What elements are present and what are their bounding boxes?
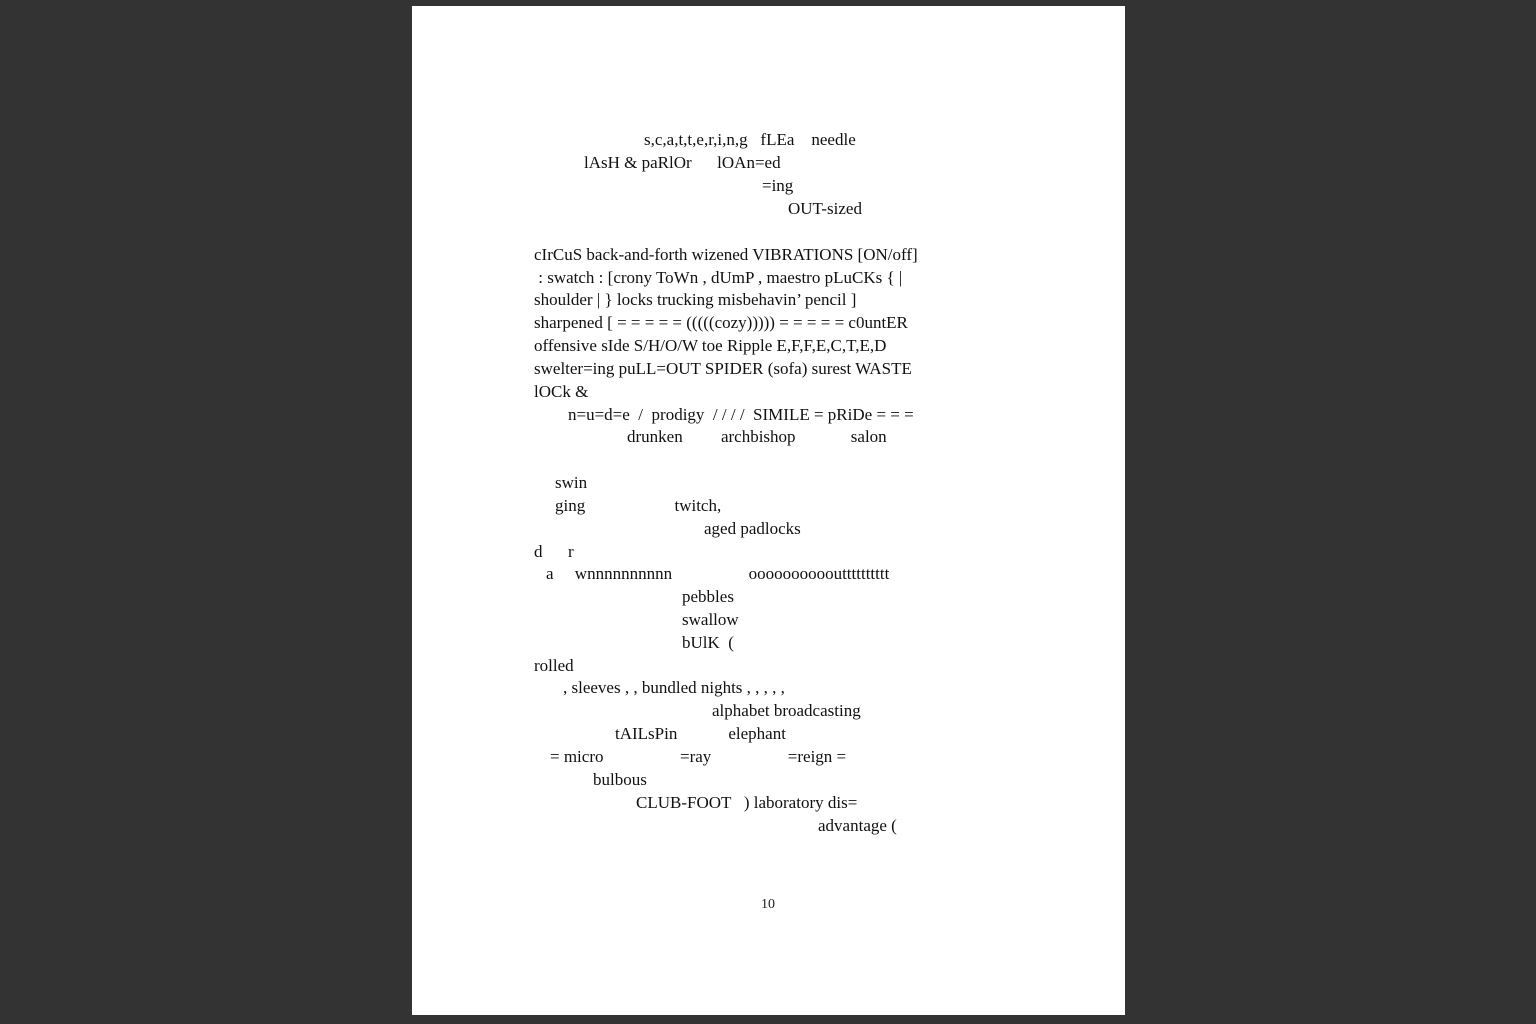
poem-line: advantage ( (818, 816, 897, 835)
poem-line: CLUB-FOOT ) laboratory dis= (636, 793, 858, 812)
poem-line: OUT-sized (788, 199, 862, 218)
poem-line: lAsH & paRlOr lOAn=ed (584, 153, 781, 172)
poem-line: swallow (682, 610, 739, 629)
poem-line: , sleeves , , bundled nights , , , , , (563, 678, 785, 697)
poem-line: bulbous (593, 770, 647, 789)
poem-line: offensive sIde S/H/O/W toe Ripple E,F,F,E,C,T,E,D (534, 336, 887, 355)
poem-line: s,c,a,t,t,e,r,i,n,g fLEa needle (644, 130, 856, 149)
poem-line: rolled (534, 656, 574, 675)
poem-line: aged padlocks (704, 519, 801, 538)
poem-line: ging twitch, (555, 496, 722, 515)
poem-line: tAILsPin elephant (615, 724, 786, 743)
poem-line: = micro =ray =reign = (550, 747, 847, 766)
poem-line: alphabet broadcasting (712, 701, 861, 720)
poem-line: swelter=ing puLL=OUT SPIDER (sofa) surest WASTE (534, 359, 912, 378)
poem-line: =ing (762, 176, 794, 195)
document-page (412, 6, 1125, 1015)
poem-line: swin (555, 473, 588, 492)
poem-line: : swatch : [crony ToWn , dUmP , maestro pLuCKs { | (534, 268, 903, 287)
poem-line: bUlK ( (682, 633, 734, 652)
poem-line: pebbles (682, 587, 734, 606)
poem-line: lOCk & (534, 382, 589, 401)
poem-line: d r (534, 542, 574, 561)
poem-line: n=u=d=e / prodigy / / / / SIMILE = pRiDe = = = (568, 405, 914, 424)
page-number: 10 (761, 897, 775, 912)
poem-line: cIrCuS back-and-forth wizened VIBRATIONS [ON/off] (534, 245, 918, 264)
poem-line: a wnnnnnnnnnn ooooooooooutttttttttt (546, 564, 890, 583)
poem-line: drunken archbishop salon (627, 427, 887, 446)
poem-line: shoulder | } locks trucking misbehavin’ pencil ] (534, 290, 857, 309)
poem-line: sharpened [ = = = = = (((((cozy))))) = = = = = c0untER (534, 313, 908, 332)
